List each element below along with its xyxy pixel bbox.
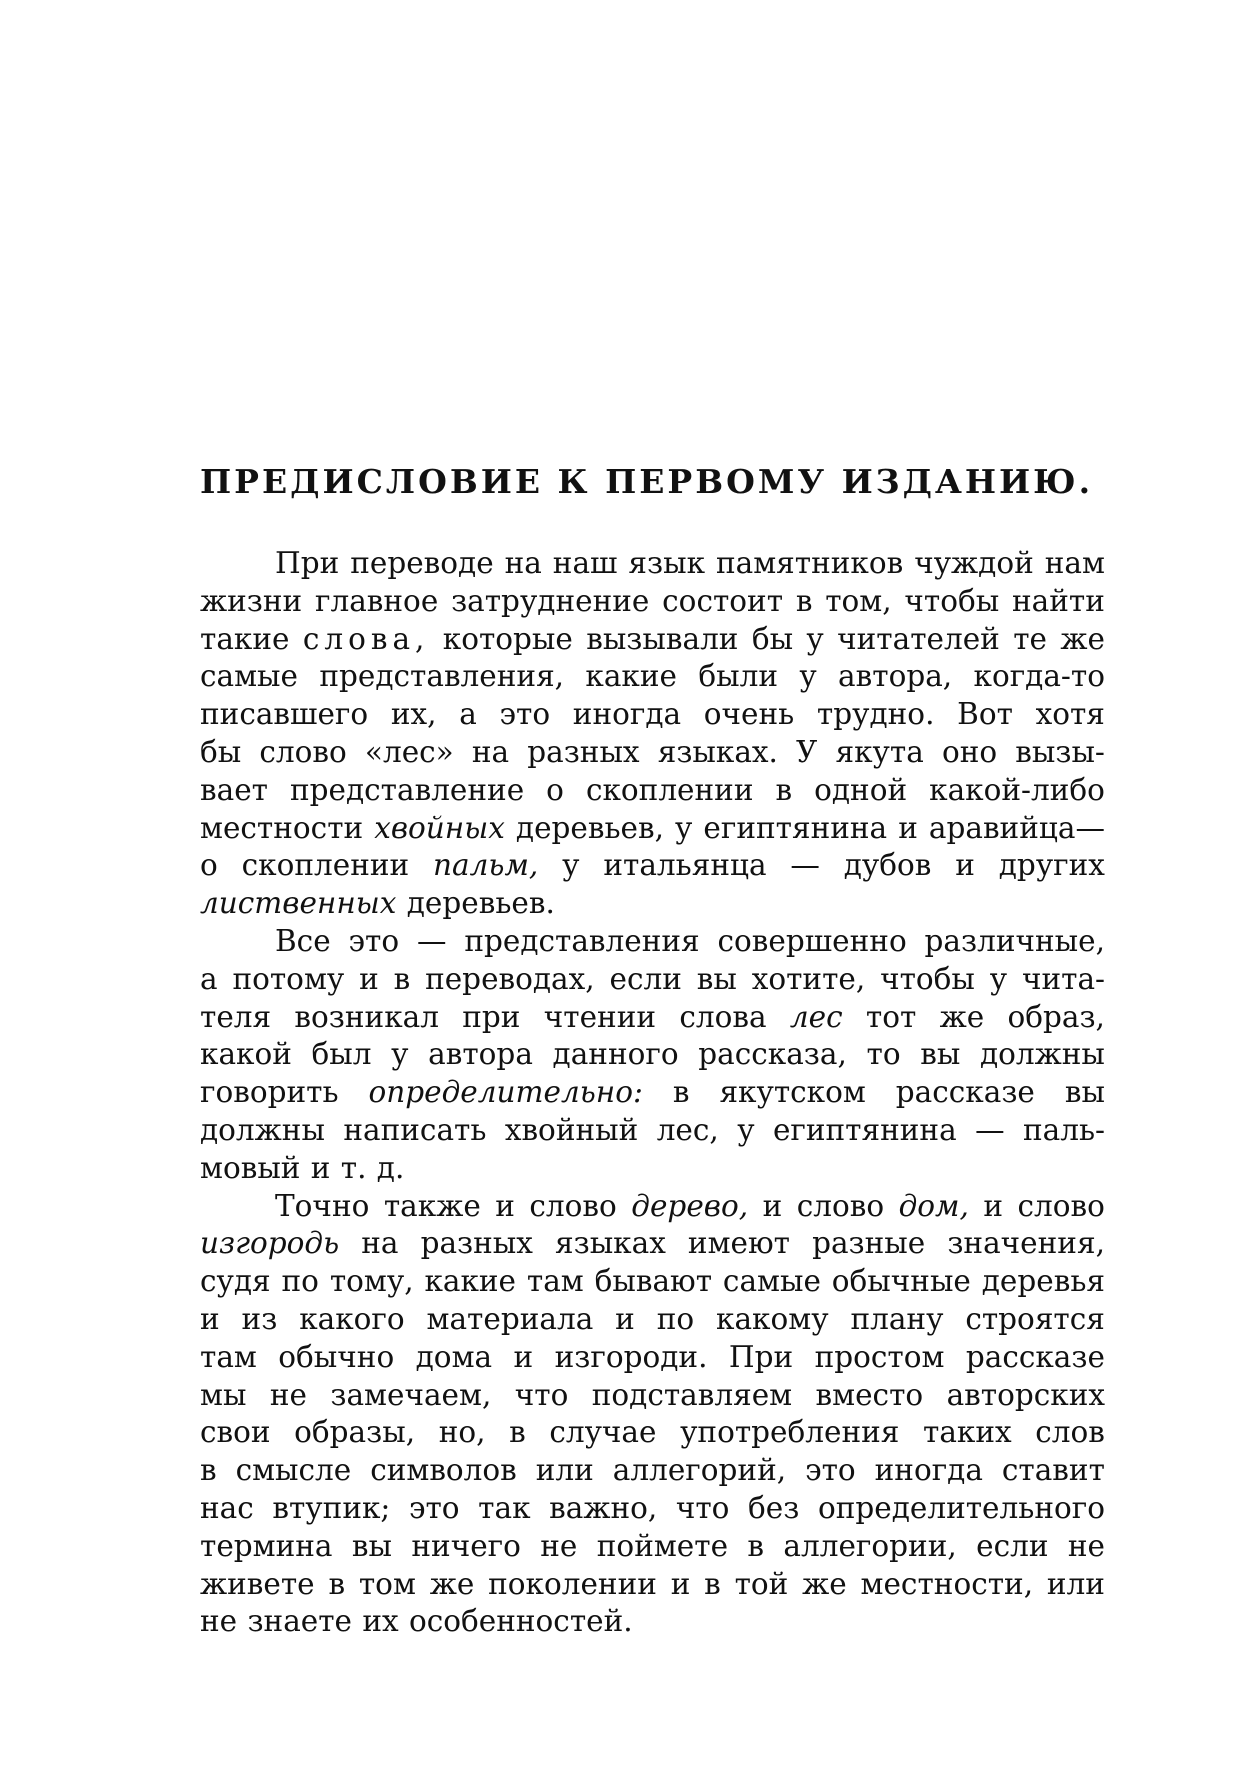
text-line [200, 999, 1105, 1037]
word: имеют [687, 1226, 790, 1261]
word: подставляем [591, 1377, 793, 1412]
word: термина [200, 1528, 333, 1563]
word: аравийца— [928, 810, 1105, 845]
word: это [499, 697, 551, 732]
word: деревья [981, 1264, 1105, 1299]
word: или [535, 1453, 594, 1488]
word: у [799, 659, 817, 694]
word: случае [549, 1415, 657, 1450]
word: Все [275, 923, 331, 958]
text-line [200, 1377, 1105, 1415]
word: разные [812, 1226, 926, 1261]
word: лес, [656, 1112, 719, 1147]
word: вместо [815, 1377, 924, 1412]
word: жизни [200, 583, 303, 618]
word: У [796, 734, 818, 769]
word: строятся [965, 1301, 1105, 1336]
word: т. [340, 1150, 367, 1185]
word: хвойных [374, 810, 505, 845]
word: чуждой [914, 546, 1034, 580]
word: же [802, 1566, 847, 1601]
word: дерево, [631, 1188, 749, 1223]
word: и [513, 1339, 534, 1374]
word: ничего [411, 1528, 521, 1563]
word: вы [1064, 1075, 1105, 1110]
word: пальм, [433, 848, 539, 883]
word: представление [289, 772, 525, 807]
word: определительно: [368, 1075, 643, 1110]
word: изгородь [200, 1226, 340, 1261]
word: иногда [572, 697, 682, 732]
word: то [866, 1037, 901, 1072]
word: хотите, [751, 961, 866, 996]
word: по [281, 1264, 319, 1299]
word: различные, [924, 923, 1105, 958]
word: разных [420, 1226, 533, 1261]
word: же [1060, 621, 1105, 656]
word: местности [200, 810, 364, 845]
word: что [514, 1377, 569, 1412]
text-line [200, 810, 1105, 848]
word: бы [200, 734, 242, 769]
word: бывают [594, 1264, 713, 1299]
word: на [471, 734, 510, 769]
word: и [670, 1566, 691, 1601]
text-line [200, 885, 1105, 923]
text-line [200, 658, 1105, 696]
word: чтобы [904, 583, 1000, 618]
text-line [200, 1452, 1105, 1490]
word: языках [555, 1226, 666, 1261]
word: свои [200, 1415, 271, 1450]
word: вызы- [1015, 734, 1105, 769]
word: — [416, 923, 447, 958]
word: паль- [1022, 1112, 1105, 1147]
word: якутском [719, 1075, 866, 1110]
word: обычно [278, 1339, 395, 1374]
word: скоплении [241, 848, 410, 883]
word: египтянина [703, 810, 888, 845]
word: не [269, 1377, 307, 1412]
text-line [200, 1074, 1105, 1112]
word: в [200, 1453, 217, 1488]
word: вает [200, 772, 268, 807]
word: это [805, 1453, 856, 1488]
word: египтянина [772, 1112, 957, 1147]
word: на [504, 546, 542, 580]
word: представления, [319, 659, 565, 694]
word: одной [814, 772, 908, 807]
word: очень [703, 697, 795, 732]
text-line [200, 1112, 1105, 1150]
word: и [359, 961, 379, 996]
word: при [462, 999, 521, 1034]
word: из [241, 1301, 278, 1336]
word: также [383, 1188, 481, 1223]
word: и [495, 1188, 515, 1223]
text-line [200, 1490, 1105, 1528]
word: там [200, 1339, 257, 1374]
word: том, [825, 583, 892, 618]
word: слово [259, 734, 347, 769]
word: памятников [715, 546, 904, 580]
word: и [615, 1301, 635, 1336]
word: читателей [837, 621, 1000, 656]
word: чтобы [880, 961, 975, 996]
text-line [200, 1339, 1105, 1377]
word: вы [696, 961, 737, 996]
word: Вот [957, 697, 1013, 732]
word: «лес» [364, 734, 454, 769]
preface-text [200, 545, 1105, 1641]
word: у [806, 621, 824, 656]
text-line [200, 1301, 1105, 1339]
word: дома [415, 1339, 493, 1374]
text-line [200, 545, 1105, 583]
word: по [656, 1301, 695, 1336]
word: в [747, 1528, 765, 1563]
word: материала [426, 1301, 594, 1336]
word: если [976, 1528, 1049, 1563]
word: это [408, 1490, 460, 1525]
text-line [200, 1414, 1105, 1452]
word: таких [923, 1415, 1012, 1450]
word: потому [232, 961, 345, 996]
word: совершенно [717, 923, 907, 958]
word: трудно. [816, 697, 935, 732]
word: определительного [817, 1490, 1105, 1525]
word: деревьев, [515, 810, 664, 845]
word: у [737, 1112, 755, 1147]
word: и [983, 1188, 1004, 1223]
page-title: ПРЕДИСЛОВИЕ К ПЕРВОМУ ИЗДАНИЮ. [200, 462, 1094, 501]
word: При [728, 1339, 794, 1374]
word: те [1013, 621, 1047, 656]
word: и [200, 1301, 220, 1336]
text-line [200, 1225, 1105, 1263]
word: там [526, 1264, 584, 1299]
word: Точно [275, 1188, 370, 1223]
word: знаете [247, 1604, 353, 1639]
word: затруднение [451, 583, 650, 618]
word: так [478, 1490, 531, 1525]
word: обычные [831, 1264, 971, 1299]
word: а [200, 961, 218, 996]
word: разных [527, 734, 640, 769]
word: При [275, 546, 340, 580]
word: слов [1035, 1415, 1105, 1450]
word: и [898, 810, 918, 845]
word: самые [722, 1264, 821, 1299]
word: чита- [1021, 961, 1105, 996]
word: мы [200, 1377, 247, 1412]
word: дом, [898, 1188, 969, 1223]
word: когда-то [973, 659, 1105, 694]
word: чтении [543, 999, 657, 1034]
text-line [200, 621, 1105, 659]
word: поколении [488, 1566, 657, 1601]
word: у [989, 961, 1008, 996]
word: плану [850, 1301, 944, 1336]
word: слово [796, 1188, 885, 1223]
word: рассказе [965, 1339, 1105, 1374]
word: автора, [838, 659, 953, 694]
word: слова, [302, 621, 430, 656]
text-line [200, 1603, 1105, 1641]
word: ставит [1001, 1453, 1105, 1488]
word: о [200, 848, 218, 883]
word: у [391, 1037, 409, 1072]
word: в [509, 1415, 526, 1450]
word: нам [1044, 546, 1105, 580]
word: значения, [947, 1226, 1105, 1261]
word: у [675, 810, 693, 845]
word: их [362, 1604, 399, 1639]
word: живете [200, 1566, 315, 1601]
word: слова [679, 999, 767, 1034]
word: если [609, 961, 682, 996]
word: хвойный [504, 1112, 639, 1147]
text-line [200, 734, 1105, 772]
word: были [698, 659, 778, 694]
word: вызывали [586, 621, 739, 656]
word: же [939, 999, 985, 1034]
word: и [955, 848, 975, 883]
word: рассказе [895, 1075, 1035, 1110]
word: самые [200, 659, 298, 694]
word: наш [552, 546, 618, 580]
word: аллегорий, [612, 1453, 787, 1488]
word: написать [343, 1112, 487, 1147]
word: поймете [596, 1528, 729, 1563]
word: символов [370, 1453, 517, 1488]
word: авторских [946, 1377, 1105, 1412]
word: скоплении [585, 772, 754, 807]
word: же [429, 1566, 475, 1601]
word: оно [941, 734, 998, 769]
word: — [975, 1112, 1005, 1147]
word: возникал [294, 999, 439, 1034]
text-line [200, 583, 1105, 621]
word: был [311, 1037, 372, 1072]
word: это [348, 923, 400, 958]
word: особенностей. [408, 1604, 633, 1639]
word: лес [789, 999, 843, 1034]
word: какому [716, 1301, 829, 1336]
word: должны [979, 1037, 1105, 1072]
word: и [310, 1150, 331, 1185]
word: местности, [860, 1566, 1034, 1601]
text-line [200, 772, 1105, 810]
word: и [762, 1188, 783, 1223]
word: иногда [874, 1453, 983, 1488]
word: д. [376, 1150, 405, 1185]
word: автора [428, 1037, 533, 1072]
text-line [200, 696, 1105, 734]
word: не [540, 1528, 578, 1563]
word: на [361, 1226, 399, 1261]
word: главное [315, 583, 439, 618]
word: лиственных [200, 886, 397, 921]
word: в [393, 961, 411, 996]
word: в [795, 583, 813, 618]
word: той [734, 1566, 789, 1601]
word: образы, [294, 1415, 416, 1450]
word: судя [200, 1264, 271, 1299]
word: не [200, 1604, 238, 1639]
text-line [200, 1188, 1105, 1226]
word: в [328, 1566, 346, 1601]
word: хотя [1035, 697, 1105, 732]
word: дубов [843, 848, 932, 883]
word: у [562, 848, 580, 883]
word: найти [1012, 583, 1105, 618]
word: какой-либо [929, 772, 1105, 807]
text-line [200, 1528, 1105, 1566]
word: тому, [329, 1264, 414, 1299]
word: переводе [350, 546, 494, 580]
word: данного [552, 1037, 679, 1072]
word: но, [438, 1415, 486, 1450]
word: переводах, [425, 961, 595, 996]
word: какие [585, 659, 677, 694]
word: какие [424, 1264, 517, 1299]
word: без [748, 1490, 800, 1525]
word: что [675, 1490, 730, 1525]
word: изгороди. [554, 1339, 708, 1374]
word: том [358, 1566, 416, 1601]
word: а [459, 697, 477, 732]
word: состоит [662, 583, 784, 618]
word: в [704, 1566, 721, 1601]
word: какой [200, 1037, 292, 1072]
word: теля [200, 999, 272, 1034]
word: писавшего [200, 697, 369, 732]
word: смысле [235, 1453, 352, 1488]
text-line [200, 1036, 1105, 1074]
word: должны [200, 1112, 325, 1147]
word: замечаем, [330, 1377, 492, 1412]
word: или [1046, 1566, 1105, 1601]
word: такие [200, 621, 290, 656]
word: нас [200, 1490, 254, 1525]
word: вы [920, 1037, 961, 1072]
word: аллегории, [783, 1528, 957, 1563]
word: важно, [549, 1490, 658, 1525]
word: о [546, 772, 564, 807]
text-line [200, 1150, 1105, 1188]
word: других [998, 848, 1105, 883]
text-line [200, 923, 1105, 961]
word: какого [299, 1301, 405, 1336]
word: якута [835, 734, 924, 769]
word: слово [529, 1188, 617, 1223]
text-line [200, 961, 1105, 999]
word: представления [464, 923, 700, 958]
text-line [200, 847, 1105, 885]
word: говорить [200, 1075, 339, 1110]
word: втупик; [272, 1490, 391, 1525]
word: языках. [657, 734, 778, 769]
word: образ, [1007, 999, 1105, 1034]
word: бы [751, 621, 794, 656]
word: деревьев. [406, 886, 555, 921]
word: рассказа, [698, 1037, 847, 1072]
word: употребления [680, 1415, 900, 1450]
word: которые [442, 621, 573, 656]
word: — [790, 848, 820, 883]
word: в [775, 772, 793, 807]
word: мовый [200, 1150, 301, 1185]
word: их, [390, 697, 437, 732]
text-line [200, 1566, 1105, 1604]
text-line [200, 1263, 1105, 1301]
word: язык [628, 546, 706, 580]
word: простом [814, 1339, 945, 1374]
word: слово [1017, 1188, 1105, 1223]
word: не [1067, 1528, 1105, 1563]
word: тот [865, 999, 917, 1034]
word: в [672, 1075, 690, 1110]
word: итальянца [603, 848, 767, 883]
word: вы [351, 1528, 392, 1563]
